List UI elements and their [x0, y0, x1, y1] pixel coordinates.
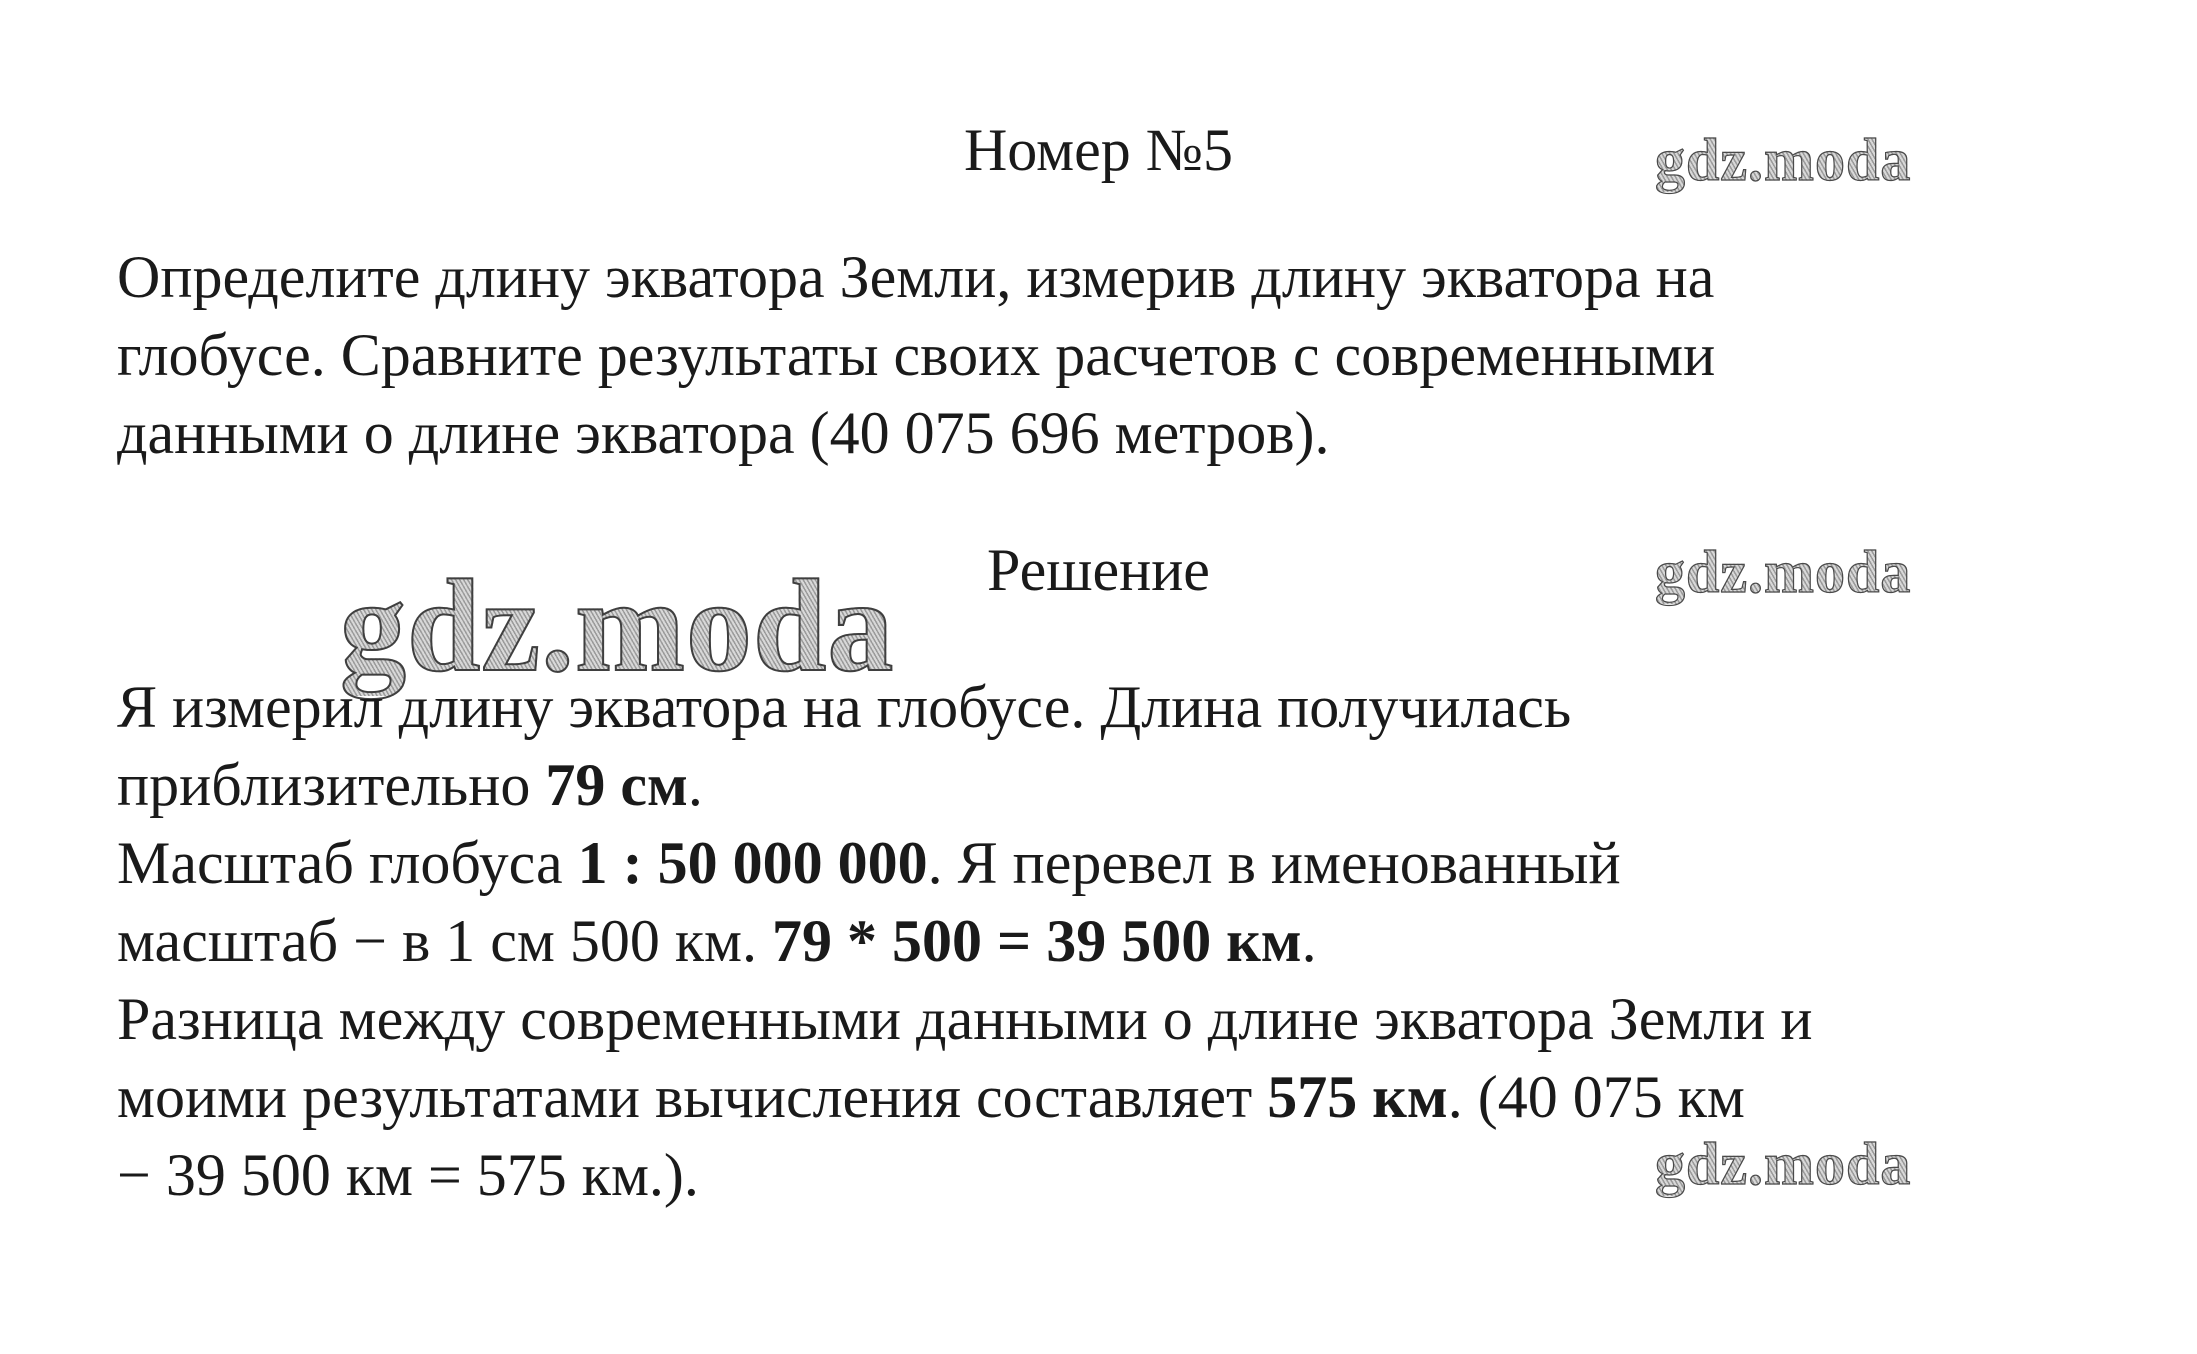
solution-line	[117, 1062, 1745, 1132]
watermark-logo: gdz.moda	[1655, 127, 1912, 193]
solution-line: Я измерил длину экватора на глобусе. Длина получилась	[117, 674, 1572, 740]
watermark-logo-large: gdz.moda	[340, 552, 895, 699]
scale-value: 1 : 50 000 000	[577, 830, 928, 896]
text-span: моими результатами вычисления составляет	[117, 1064, 1268, 1130]
watermark-logo: gdz.moda	[1655, 539, 1912, 605]
solution-line: Разница между современными данными о длине экватора Земли и	[117, 986, 1813, 1052]
solution-line	[117, 906, 1317, 976]
text-span: Масштаб глобуса	[117, 830, 578, 896]
solution-heading: Решение	[987, 537, 1210, 603]
solution-line	[117, 828, 1621, 898]
text-span: масштаб − в 1 см 500 км.	[117, 908, 773, 974]
solution-line: − 39 500 км = 575 км.).	[117, 1142, 699, 1208]
globe-length-value: 79 см	[545, 752, 688, 818]
text-span: . Я перевел в именованный	[927, 830, 1621, 896]
watermark-logo: gdz.moda	[1655, 1131, 1912, 1197]
difference-value: 575 км	[1267, 1064, 1448, 1130]
calculation-result: 79 * 500 = 39 500 км	[772, 908, 1302, 974]
task-line: глобусе. Сравните результаты своих расчетов с современными	[117, 322, 1716, 388]
solution-line	[117, 750, 703, 820]
text-span: .	[1301, 908, 1317, 974]
task-line: данными о длине экватора (40 075 696 метров).	[117, 400, 1330, 466]
text-span: приблизительно	[117, 752, 546, 818]
exercise-number-heading: Номер №5	[963, 117, 1234, 183]
task-line: Определите длину экватора Земли, измерив длину экватора на	[117, 244, 1715, 310]
text-span: . (40 075 км	[1447, 1064, 1745, 1130]
text-span: .	[687, 752, 703, 818]
